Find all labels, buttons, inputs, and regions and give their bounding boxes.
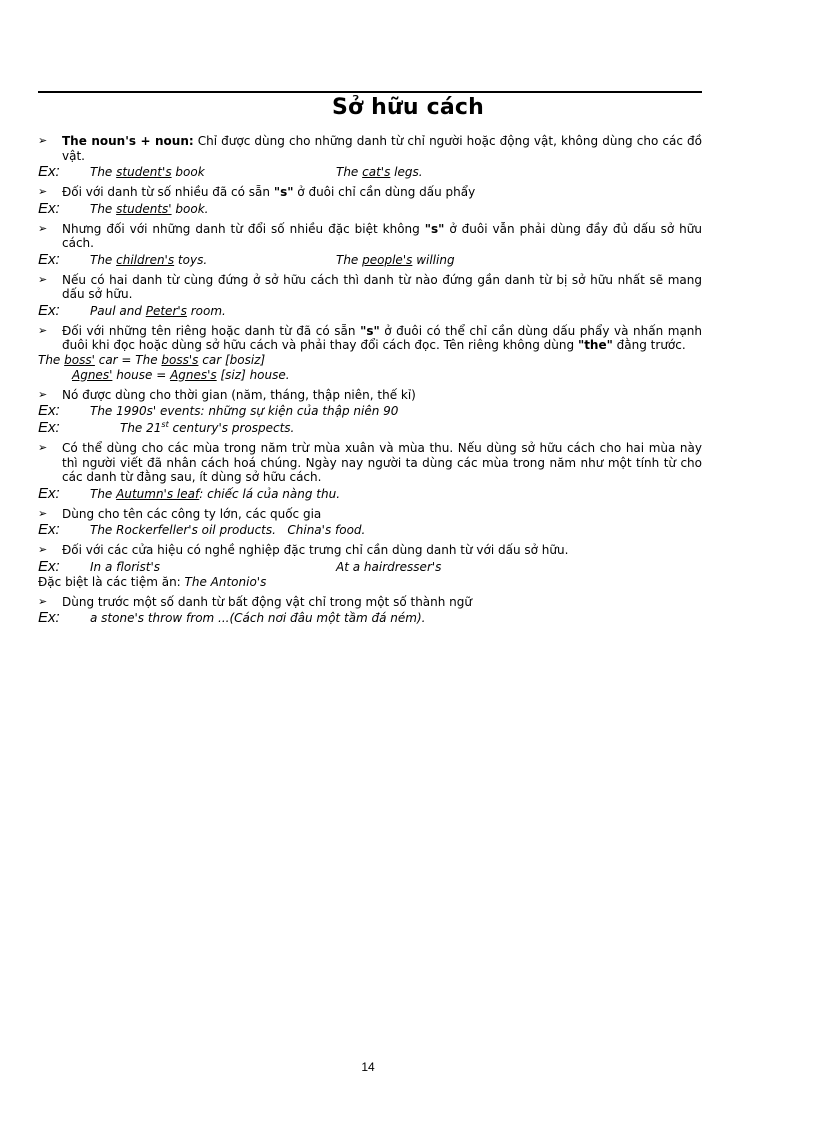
arrow-bullet-icon: ➢ — [38, 323, 48, 337]
example-label: Ex: — [38, 521, 60, 538]
rule-item — [38, 595, 702, 610]
arrow-bullet-icon: ➢ — [38, 387, 48, 401]
rule-text: Nếu có hai danh từ cùng đứng ở sở hữu cách thì danh từ nào đứng gần danh từ bị sở hữu nhất sẽ mang dấu sở hữu. — [62, 272, 702, 301]
arrow-bullet-icon: ➢ — [38, 441, 48, 454]
example-label: Ex: — [38, 484, 60, 502]
rule-item — [38, 222, 702, 251]
rule-item — [38, 324, 702, 353]
example-line — [38, 558, 702, 575]
rule-item — [38, 134, 702, 163]
example-text: At a hairdresser's — [336, 559, 442, 574]
rule-text: Nhưng đối với những danh từ đổi số nhiều đặc biệt không "s" ở đuôi vẫn phải dùng đầy đủ dấu sở hữu cách. — [62, 221, 702, 250]
arrow-bullet-icon: ➢ — [38, 272, 48, 286]
arrow-bullet-icon: ➢ — [38, 506, 48, 520]
example-label: Ex: — [38, 199, 60, 217]
rule-text: The noun's + noun: Chỉ được dùng cho những danh từ chỉ người hoặc động vật, không dùng cho các đồ vật. — [62, 134, 703, 163]
example-text: The Autumn's leaf: chiếc lá của nàng thu. — [90, 486, 341, 501]
rule-item — [38, 273, 702, 302]
example-text: The boss' car = The boss's car [bosiz] — [38, 352, 266, 367]
example-text: In a florist's — [90, 559, 160, 574]
note-text: Đặc biệt là các tiệm ăn: The Antonio's — [38, 574, 267, 589]
example-line — [38, 419, 702, 436]
example-text: Paul and Peter's room. — [90, 303, 226, 318]
example-label: Ex: — [38, 163, 60, 180]
example-text: a stone's throw from ...(Cách nơi đâu một tầm đá ném). — [90, 611, 426, 625]
example-label: Ex: — [38, 557, 60, 575]
rule-text: Có thể dùng cho các mùa trong năm trừ mùa xuân và mùa thu. Nếu dùng sở hữu cách cho hai mùa này thì người viết đã nhân cách hoá chúng. Ngày nay người ta dùng các mùa trong năm như một tính từ cho các danh từ đằng sau, ít dùng sở hữu cách. — [62, 441, 702, 484]
rule-text: Dùng cho tên các công ty lớn, các quốc gia — [62, 506, 322, 521]
example-label: Ex: — [38, 301, 60, 319]
example-line — [38, 163, 702, 180]
rule-item — [38, 185, 702, 200]
example-text: The cat's legs. — [336, 165, 423, 179]
example-text: The people's willing — [336, 252, 455, 267]
arrow-bullet-icon: ➢ — [38, 134, 48, 147]
rule-text: Dùng trước một số danh từ bất động vật chỉ trong một số thành ngữ — [62, 594, 473, 609]
page-title: Sở hữu cách — [331, 95, 485, 120]
example-text: The students' book. — [90, 201, 209, 216]
rule-text: Đối với danh từ số nhiều đã có sẵn "s" ở đuôi chỉ cần dùng dấu phẩy — [62, 185, 476, 199]
arrow-bullet-icon: ➢ — [38, 185, 48, 198]
example-line — [38, 609, 702, 626]
document-body — [38, 134, 702, 626]
example-line — [38, 302, 702, 319]
example-text: The Rockerfeller's oil products. China's food. — [90, 523, 366, 537]
arrow-bullet-icon: ➢ — [38, 543, 48, 556]
page-number: 14 — [361, 1060, 375, 1074]
example-line — [38, 402, 702, 419]
example-text: The 21st century's prospects. — [120, 420, 295, 435]
rule-text: Nó được dùng cho thời gian (năm, tháng, thập niên, thế kỉ) — [62, 387, 416, 402]
rule-item — [38, 507, 702, 522]
arrow-bullet-icon: ➢ — [38, 594, 48, 608]
rule-item — [38, 441, 702, 485]
rule-text: Đối với các cửa hiệu có nghề nghiệp đặc trưng chỉ cần dùng danh từ với dấu sở hữu. — [62, 543, 569, 557]
rule-text: Đối với những tên riêng hoặc danh từ đã có sẵn "s" ở đuôi có thể chỉ cần dùng dấu phẩy và nhấn mạnh đuôi khi đọc hoặc dùng sở hữu cách và phải thay đổi cách đọc. Tên riêng không dùng "the" đằng trước. — [62, 323, 703, 352]
example-text: The student's book — [90, 165, 205, 179]
example-text: Agnes' house = Agnes's [siz] house. — [72, 367, 290, 382]
example-text: The children's toys. — [90, 252, 208, 267]
example-line — [38, 251, 702, 268]
top-rule — [38, 91, 702, 93]
example-label: Ex: — [38, 402, 60, 419]
example-text: The 1990s' events: những sự kiện của thập niên 90 — [90, 404, 399, 418]
example-label: Ex: — [38, 419, 60, 436]
example-label: Ex: — [38, 609, 60, 626]
example-line — [38, 521, 702, 538]
example-line — [38, 200, 702, 217]
example-line — [38, 485, 702, 502]
example-label: Ex: — [38, 250, 60, 268]
rule-item — [38, 543, 702, 558]
arrow-bullet-icon: ➢ — [38, 221, 48, 235]
rule-item — [38, 388, 702, 403]
